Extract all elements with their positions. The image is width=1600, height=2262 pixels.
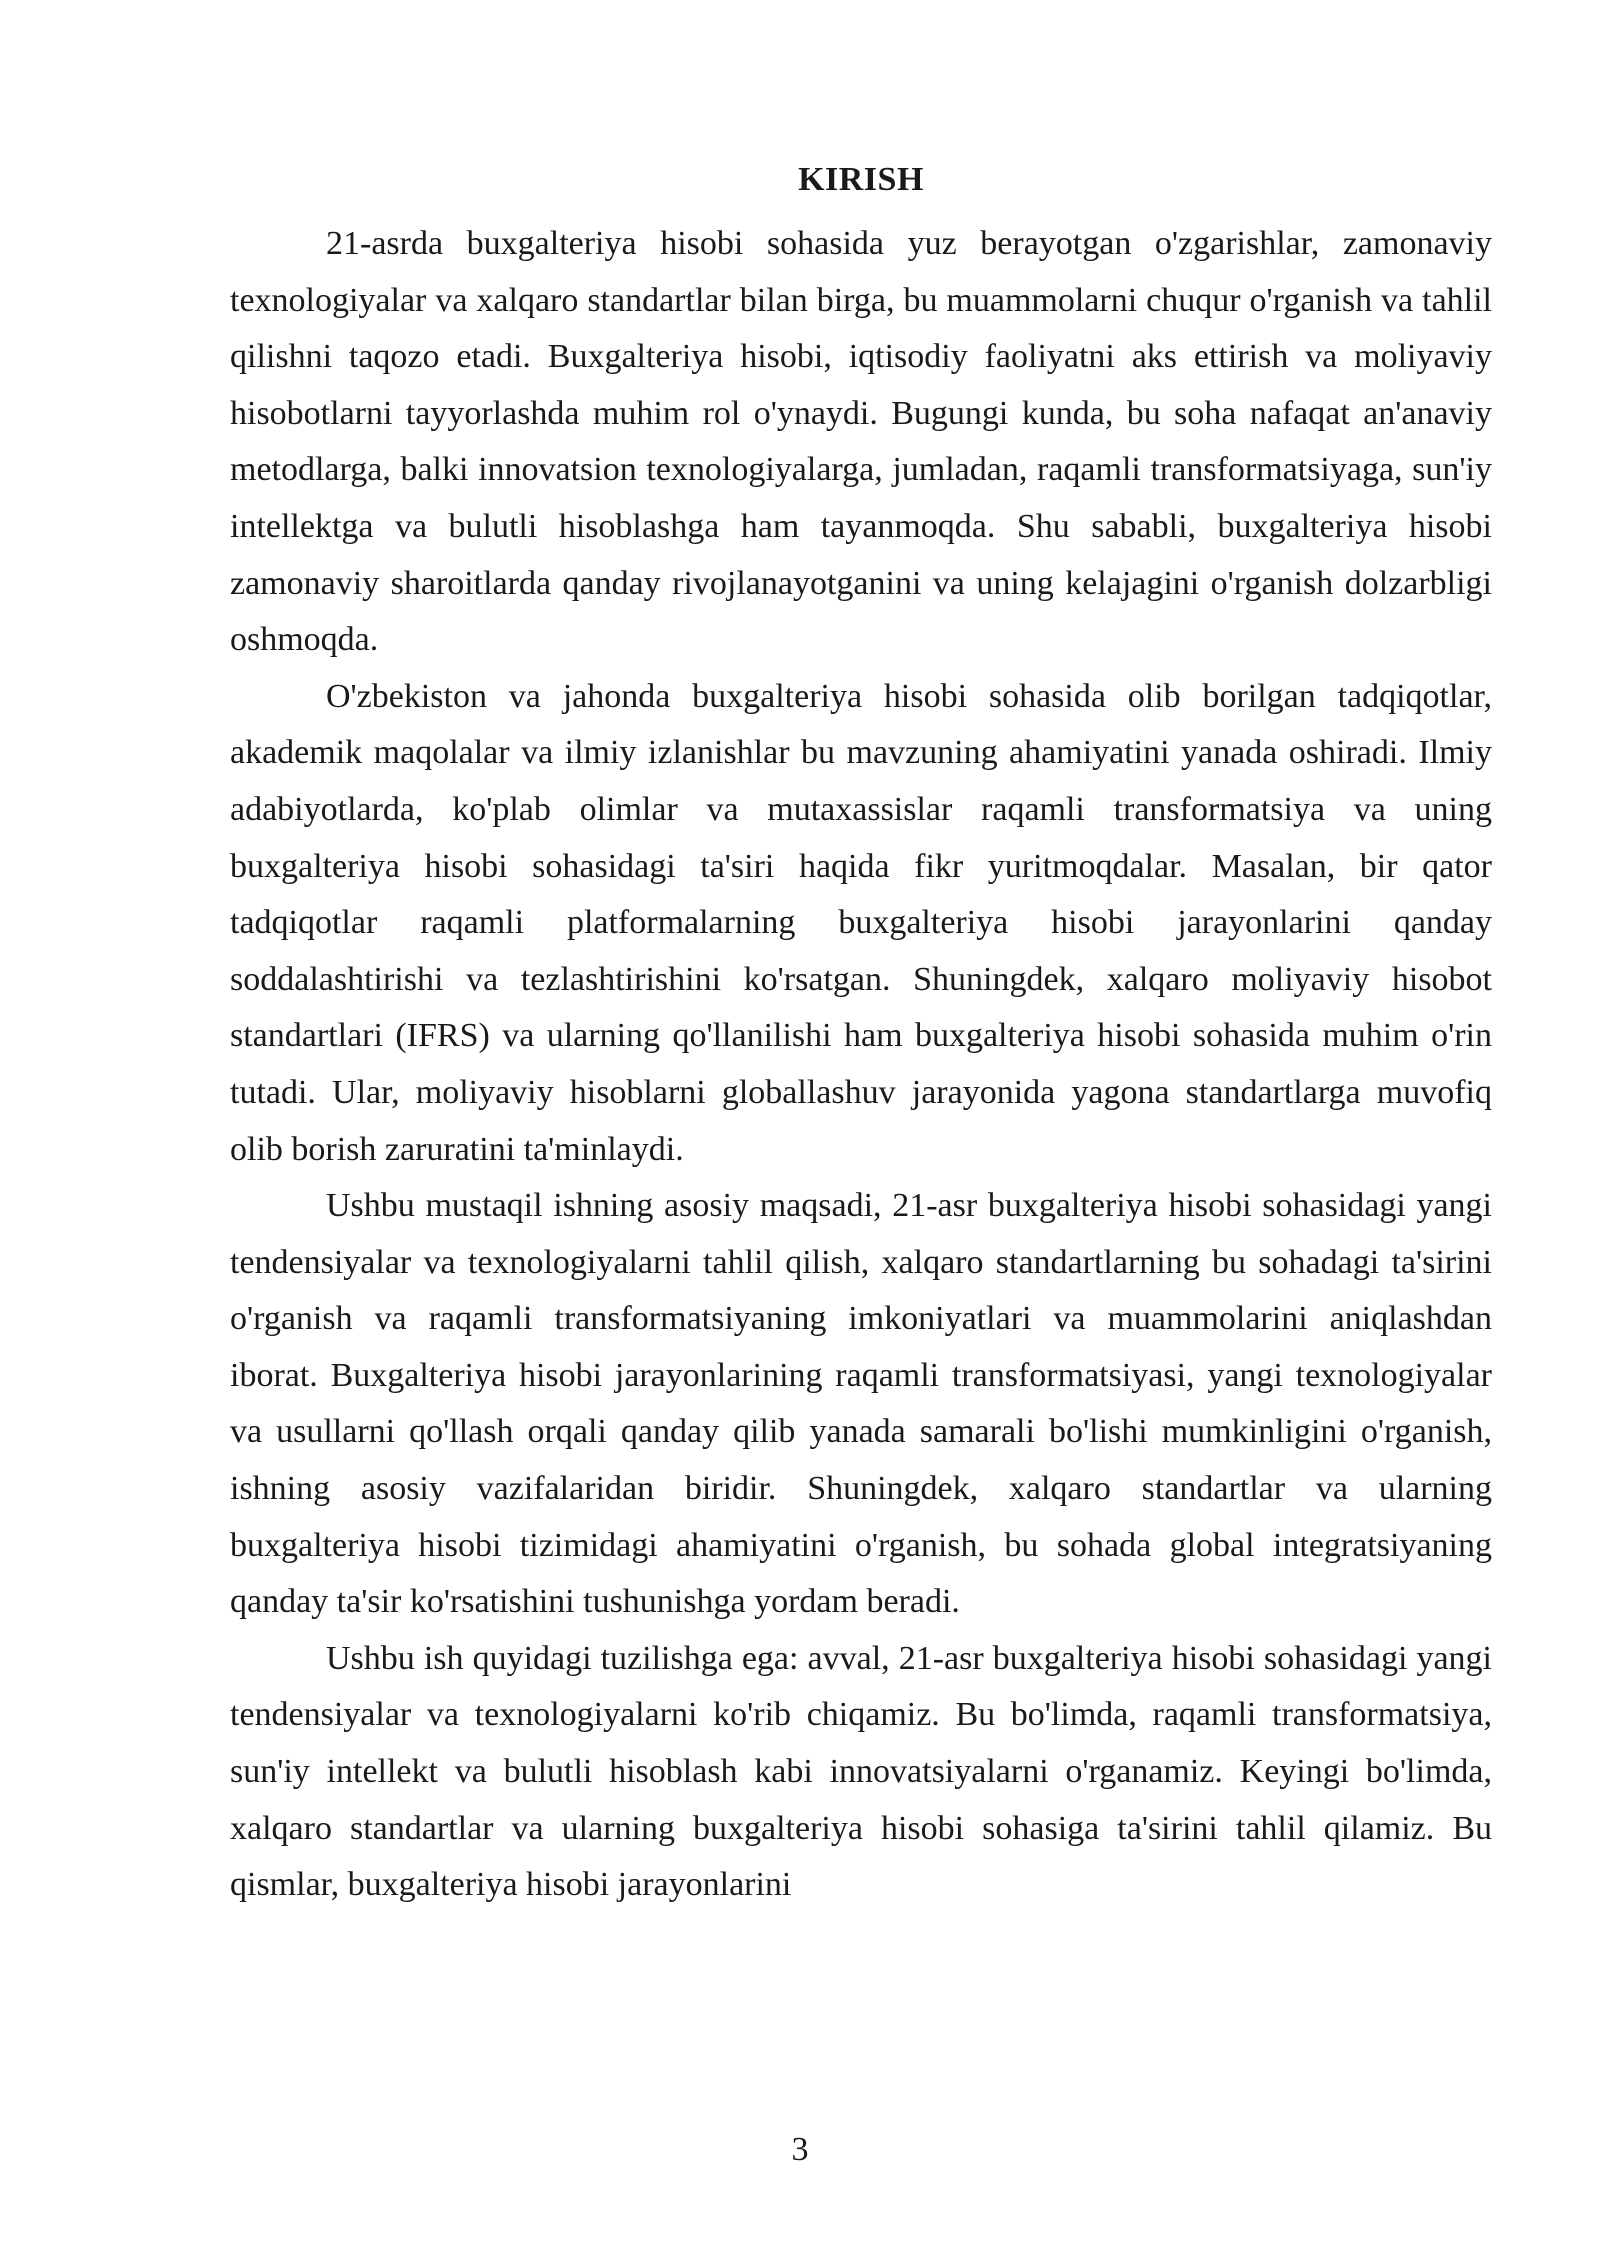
page-number: 3 [791, 2131, 809, 2168]
page-title: KIRISH [798, 161, 924, 198]
paragraph-1: 21-asrda buxgalteriya hisobi sohasida yuz berayotgan o'zgarishlar, zamonaviy texnologiyalar va xalqaro standartlar bilan birga, bu muammolarni chuqur o'rganish va tahlil qilishni taqozo etadi. Buxgalteriya hisobi, iqtisodiy faoliyatni aks ettirish va moliyaviy hisobotlarni tayyorlashda muhim rol o'ynaydi. Bugungi kunda, bu soha nafaqat an'anaviy metodlarga, balki innovatsion texnologiyalarga, jumladan, raqamli transformatsiyaga, sun'iy intellektga va bulutli hisoblashga ham tayanmoqda. Shu sababli, buxgalteriya hisobi zamonaviy sharoitlarda qanday rivojlanayotganini va uning kelajagini o'rganish dolzarbligi oshmoqda. [230, 225, 1492, 659]
page-content [230, 160, 1492, 1914]
paragraph-4: Ushbu ish quyidagi tuzilishga ega: avval, 21-asr buxgalteriya hisobi sohasidagi yangi tendensiyalar va texnologiyalarni ko'rib chiqamiz. Bu bo'limda, raqamli transformatsiya, sun'iy intellekt va bulutli hisoblash kabi innovatsiyalarni o'rganamiz. Keyingi bo'limda, xalqaro standartlar va ularning buxgalteriya hisobi sohasiga ta'sirini tahlil qilamiz. Bu qismlar, buxgalteriya hisobi jarayonlarini [230, 1639, 1492, 1904]
paragraph-3: Ushbu mustaqil ishning asosiy maqsadi, 21-asr buxgalteriya hisobi sohasidagi yangi tendensiyalar va texnologiyalarni tahlil qilish, xalqaro standartlarning bu sohadagi ta'sirini o'rganish va raqamli transformatsiyaning imkoniyatlari va muammolarini aniqlashdan iborat. Buxgalteriya hisobi jarayonlarining raqamli transformatsiyasi, yangi texnologiyalar va usullarni qo'llash orqali qanday qilib yanada samarali bo'lishi mumkinligini o'rganish, ishning asosiy vazifalaridan biridir. Shuningdek, xalqaro standartlar va ularning buxgalteriya hisobi tizimidagi ahamiyatini o'rganish, bu sohada global integratsiyaning qanday ta'sir ko'rsatishini tushunishga yordam beradi. [230, 1187, 1492, 1621]
paragraph-2: O'zbekiston va jahonda buxgalteriya hisobi sohasida olib borilgan tadqiqotlar, akademik maqolalar va ilmiy izlanishlar bu mavzuning ahamiyatini yanada oshiradi. Ilmiy adabiyotlarda, ko'plab olimlar va mutaxassislar raqamli transformatsiya va uning buxgalteriya hisobi sohasidagi ta'siri haqida fikr yuritmoqdalar. Masalan, bir qator tadqiqotlar raqamli platformalarning buxgalteriya hisobi jarayonlarini qanday soddalashtirishi va tezlashtirishini ko'rsatgan. Shuningdek, xalqaro moliyaviy hisobot standartlari (IFRS) va ularning qo'llanilishi ham buxgalteriya hisobi sohasida muhim o'rin tutadi. Ular, moliyaviy hisoblarni globallashuv jarayonida yagona standartlarga muvofiq olib borish zaruratini ta'minlaydi. [230, 677, 1492, 1168]
